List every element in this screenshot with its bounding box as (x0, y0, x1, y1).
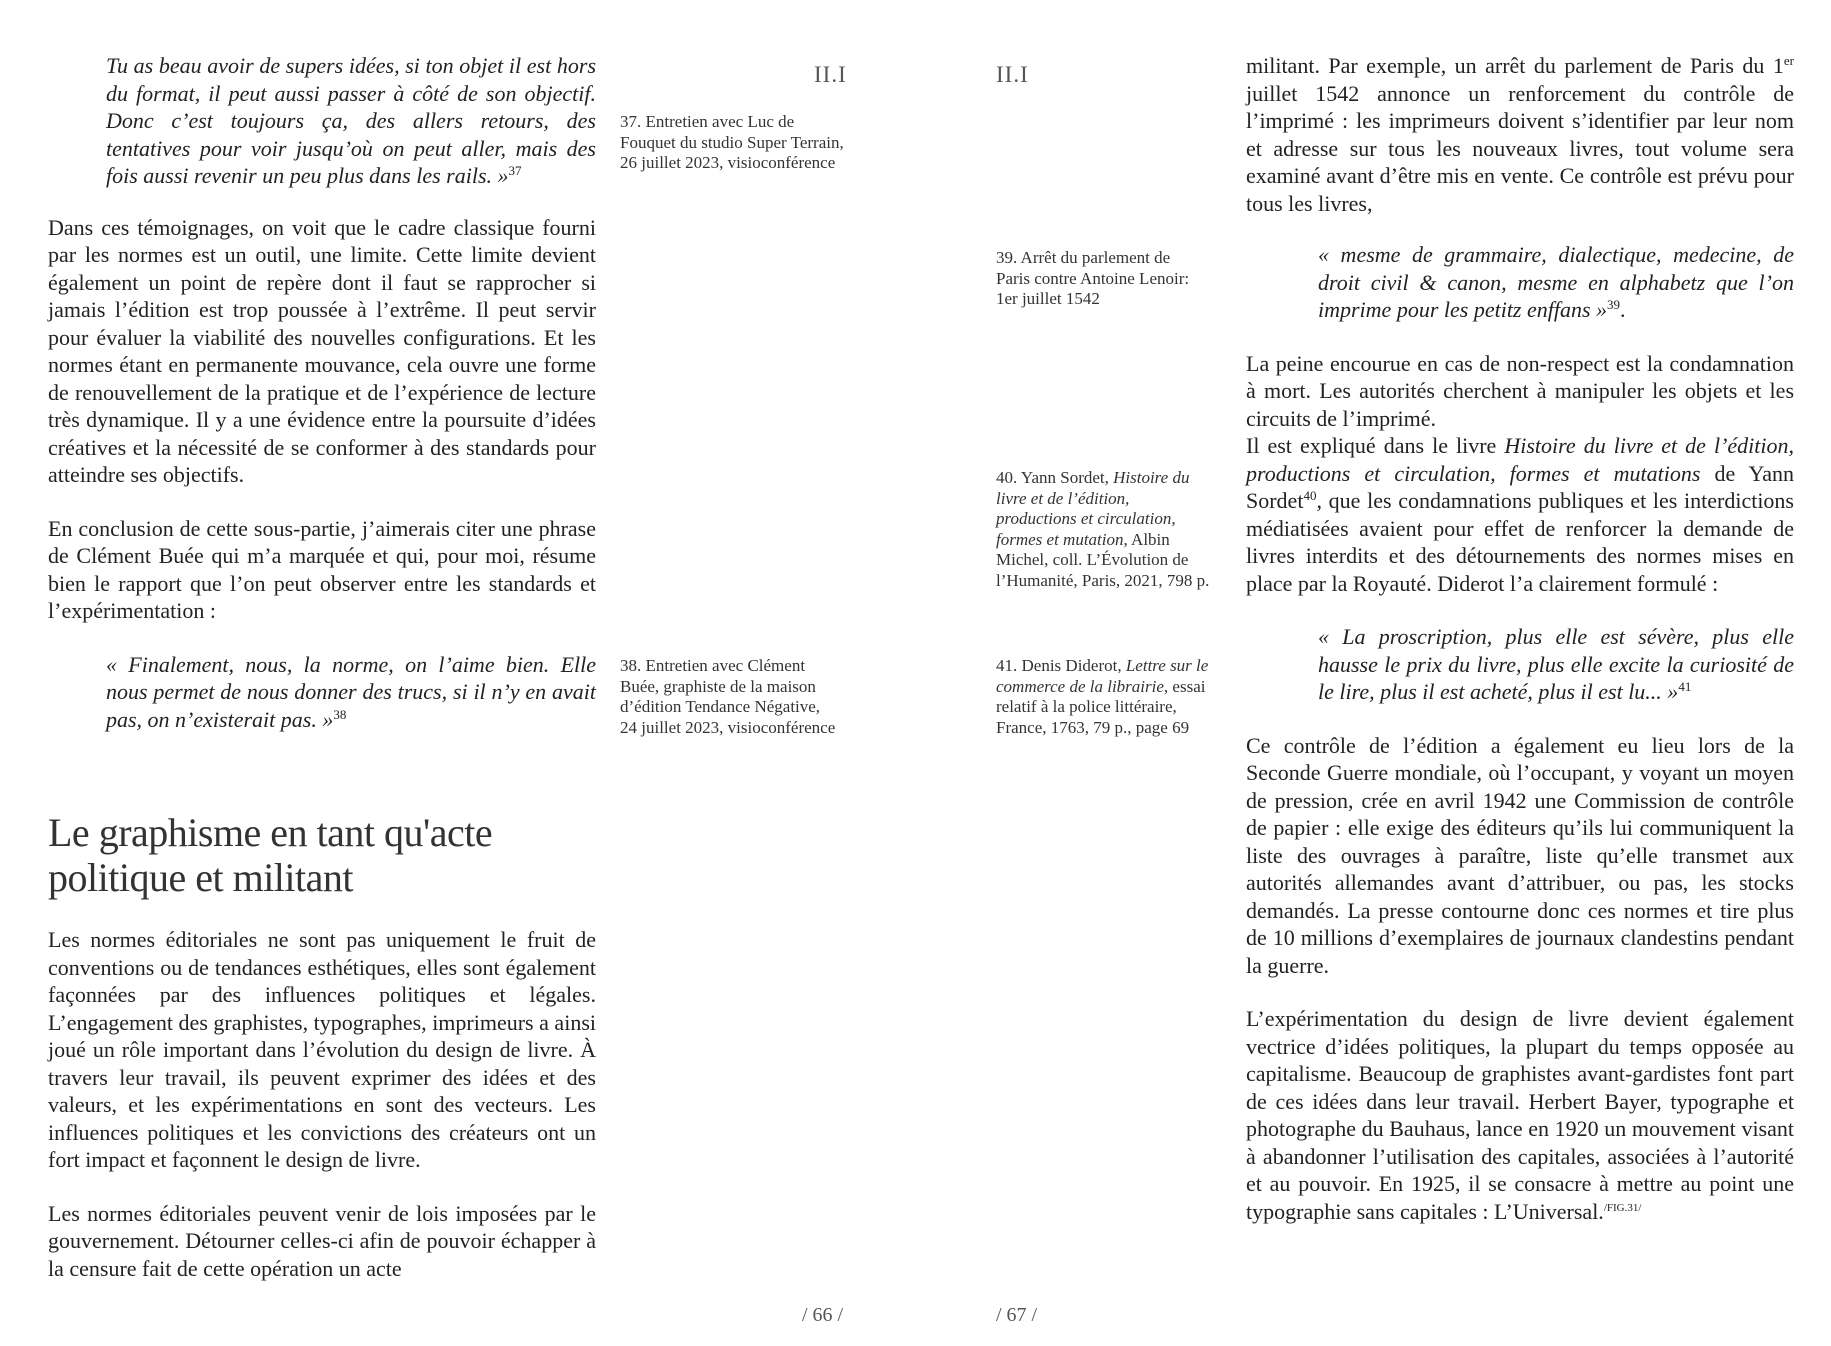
paragraph: Il est expliqué dans le livre Histoire du livre et de l’édition, productions et circulation, formes et mutations de Yann Sordet$^{40}$, que les condamnations publiques et les interdictions médiatisées avaient pour effet de renforcer la demande de livres interdits et des détournements des normes mises en place par la Royauté. Diderot l’a clairement formulé : (1246, 433, 1794, 596)
note-book-title: Lettre sur le commerce de la librairie (996, 656, 1209, 696)
figure-ref: /FIG.31/ (1603, 1201, 1642, 1214)
paragraph: Les normes éditoriales peuvent venir de lois imposées par le gouvernement. Détourner celles-ci afin de pouvoir échapper à la censure fait de cette opération un acte (48, 1200, 596, 1281)
paragraph: Dans ces témoignages, on voit que le cadre classique fourni par les normes est un outil, une limite. Cette limite devient également un point de repère dont il faut se rapprocher si jamais l’édition est trop poussée à l’extrême. Il peut servir pour évaluer la viabilité des nouvelles configurations. Et les normes étant en permanente mouvance, cela ouvre une forme de renouvellement de la pratique et de l’expérience de lecture très dynamique. Il y a une évidence entre la poursuite d’idées créatives et la nécessité de se conformer à des standards pour atteindre ses objectifs. (48, 214, 596, 487)
note-book-title: Histoire du livre et de l’édition, productions et circulation, formes et mutation (996, 468, 1190, 549)
paragraph: militant. Par exemple, un arrêt du parlement de Paris du 1er juillet 1542 annonce un renforcement du contrôle de l’imprimé : les imprimeurs doivent s’identifier par leur nom et adresse sur tous les nouveaux livres, tout volume sera examiné avant d’être mis en vente. Ce contrôle est prévu pour tous les livres, (1246, 53, 1794, 216)
footnote-ref: 38 (333, 706, 347, 722)
section-marker: II.I (996, 62, 1029, 87)
quote-block (1246, 623, 1794, 706)
paragraph: Les normes éditoriales ne sont pas uniquement le fruit de conventions ou de tendances esthétiques, elles sont également façonnées par des influences politiques et légales. L’engagement des graphistes, typographes, imprimeurs a ainsi joué un rôle important dans l’évolution du design de livre. À travers leur travail, ils peuvent exprimer des idées et des valeurs, et les expérimentations en sont des vecteurs. Les influences politiques et les convictions des créateurs ont un fort impact et façonnent le design de livre. (48, 927, 596, 1172)
footnote-ref: 40 (1303, 488, 1317, 503)
left-main-column (48, 52, 596, 733)
left-page (0, 0, 915, 1346)
section-marker: II.I (814, 62, 847, 87)
page-number: / 67 / (996, 1304, 1038, 1326)
right-main-column (1246, 52, 1794, 1251)
quote-text: « La proscription, plus elle est sévère, plus elle hausse le prix du livre, plus elle excite la curiosité de le lire, plus il est acheté, plus il est lu... »$^{41}$ (1318, 624, 1794, 704)
footnote-ref: 39 (1607, 297, 1621, 312)
footnote-39: 39. Arrêt du parlement de Paris contre Antoine Lenoir: 1er juillet 1542 (996, 248, 1190, 308)
heading-line-2: politique et militant (48, 855, 354, 900)
quote-text: Tu as beau avoir de supers idées, si ton objet il est hors du format, il peut aussi passer à côté de son objectif. Donc c’est toujours ça, des allers retours, des tentatives pour voir jusqu’où on peut aller, mais des fois aussi revenir un peu plus dans les rails. »$^{37}$ (106, 53, 596, 188)
body-text-lower (48, 926, 596, 1308)
quote-text: « Finalement, nous, la norme, on l’aime bien. Elle nous permet de nous donner des trucs, si il n’y en avait pas, on n’existerait pas. »$^{38}$ (106, 651, 596, 732)
footnote-38: 38. Entretien avec Clément Buée, graphiste de la maison d’édition Tendance Négative, 24 juillet 2023, visioconférence (620, 656, 836, 737)
page-number: / 66 / (802, 1304, 844, 1326)
footnote-40: 40. Yann Sordet, Histoire du livre et de l’édition, productions et circulation, formes et mutation, Albin Michel, coll. L’Évolution de l’Humanité, Paris, 2021, 798 p. (996, 468, 1210, 590)
quote-block-top (48, 52, 596, 190)
right-page (916, 0, 1831, 1346)
quote-text: « mesme de grammaire, dialectique, medecine, de droit civil & canon, mesme en alphabetz que l’on imprime pour les petitz enffans »$^{39}$. (1318, 242, 1794, 322)
footnote-41: 41. Denis Diderot, Lettre sur le commerce de la librairie, essai relatif à la police littéraire, France, 1763, 79 p., page 69 (996, 656, 1209, 737)
paragraph: En conclusion de cette sous-partie, j’aimerais citer une phrase de Clément Buée qui m’a marquée et qui, pour moi, résume bien le rapport que l’on peut observer entre les standards et l’expérimentation : (48, 515, 596, 623)
paragraph: L’expérimentation du design de livre devient également vectrice d’idées politiques, la plupart du temps opposée au capitalisme. Beaucoup de graphistes avant-gardistes font part de ces idées dans leur travail. Herbert Bayer, typographe et photographe du Bauhaus, lance en 1920 un mouvement visant à abandonner l’utilisation des capitales, associées à l’autorité et au pouvoir. En 1925, il se consacre à mettre au point une typographie sans capitales : L’Universal.$^{/FIG.31/}$ (1246, 1006, 1794, 1224)
book-title: Histoire du livre et de l’édition, productions et circulation, formes et mutations (1246, 433, 1794, 486)
paragraph: La peine encourue en cas de non-respect est la condamnation à mort. Les autorités cherchent à manipuler les objets et les circuits de l’imprimé. (1246, 350, 1794, 431)
quote-block-middle (48, 651, 596, 734)
section-heading (48, 810, 608, 900)
footnote-ref: 37 (508, 163, 522, 178)
quote-block (1246, 241, 1794, 324)
superscript: er (1783, 53, 1794, 68)
heading-line-1: Le graphisme en tant qu'acte (48, 810, 493, 855)
footnote-37: 37. Entretien avec Luc de Fouquet du studio Super Terrain, 26 juillet 2023, visioconférence (620, 112, 844, 172)
body-text-upper (48, 214, 596, 625)
paragraph: Ce contrôle de l’édition a également eu lieu lors de la Seconde Guerre mondiale, où l’occupant, y voyant un moyen de pression, crée en avril 1942 une Commission de contrôle de papier : elle exige des éditeurs qu’ils lui communiquent la liste des ouvrages à paraître, liste qu’elle transmet aux autorités allemandes avant d’attribuer, ou pas, les stocks demandés. La presse contourne donc ces normes et tire plus de 10 millions d’exemplaires de journaux clandestins pendant la guerre. (1246, 732, 1794, 978)
footnote-ref: 41 (1678, 679, 1692, 694)
